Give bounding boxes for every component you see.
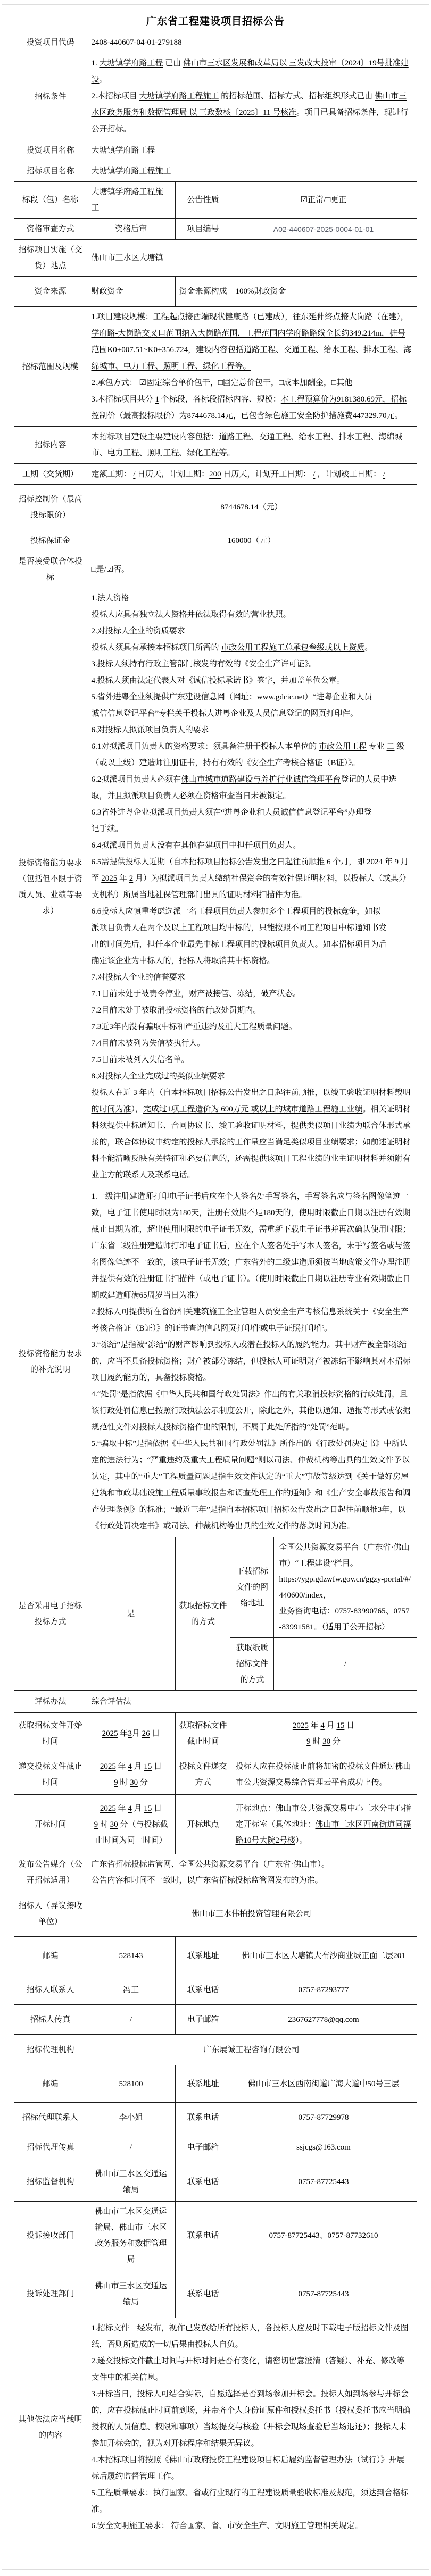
supervisor-phone-label: 联系电话	[176, 2162, 230, 2202]
announcement-page	[2, 4, 429, 2570]
other-content-value: 1.招标文件一经发布，视作已发放给所有投标人，各投标人应及时下载电子版招标文件及图纸，否则所造成的一切后果由投标人自负。 2.递交投标文件截止时间与开标时间是否有变化，请密切留意澄清（答疑）、补充、修改等文件中的相关信息。 3.开标当日，投标人可结合实际，自愿选择是否到场参加开标会。投标人如到场参与开标会的，应在投标截止时间前到场，并带齐个人身份证原件和授权委托书（授权委托书应当明确授权的人员信息、权限和事项）当场提交与核验（开标会现场查验后当场退还）；投标人未参加开标会的，视为对开标程序和结果无异议。 4.本招标项目将按照《佛山市政府投资工程建设项目标后履约监督管理办法（试行）》开展标后履约监督管理工作。 5.工程质量要求：执行国家、省或行业现行的工程建设质量验收标准及规范，须达到合格标准。 6.安全文明施工要求： 符合国家、省、市安全生产、文明施工管理相关规定。	[86, 2318, 417, 2537]
funding-source-value: 财政资金	[86, 277, 176, 307]
control-price-value: 8744678.14（元）	[86, 485, 417, 530]
tender-conditions-label: 招标条件	[14, 53, 86, 140]
agency-email-value: ssjcgs@163.com	[230, 2132, 417, 2162]
tenderer-address-value: 佛山市三水区大塘镇大布沙商业城正面二层201	[230, 1937, 417, 1975]
opening-place-value: 开标地点：佛山市公共资源交易中心三水分中心指定开标室（具体地址：佛山市三水区西南街道同福路10号大院2号楼）。	[230, 1795, 417, 1854]
table-row	[14, 551, 417, 588]
investment-name-value: 大塘镇学府路工程	[86, 140, 417, 161]
table-row	[14, 161, 417, 182]
table-row	[14, 2162, 417, 2202]
media-label: 发布公告媒介（公开招标适用）	[14, 1854, 86, 1891]
scope-value: 1.项目建设规模：工程起点接西端现状健康路（已建成），往东延伸终点接大岗路（在建），学府路-大岗路交叉口范围纳入大岗路范围，工程范围内学府路路线全长约349.214m，桩号范围K0+007.51~K0+356.724，建设内容包括道路工程、交通工程、给水工程、排水工程、海绵城市、电力工程、照明工程、绿化工程等。 2.承包方式： ☑固定综合单价包干，□固定总价包干，□成本加酬金，□其他 3.本招标项目共分 1 个标段，各标段招标内容、规模：本工程预算价为9181380.69元，招标控制价（最高投标限价）为8744678.14元，已包含绿色施工安全防护措施费447329.70元。	[86, 307, 417, 427]
consortium-label: 是否接受联合体投标	[14, 551, 86, 588]
duration-label: 工期（交货期）	[14, 464, 86, 485]
complaint-receive-label: 投诉接收部门	[14, 2202, 86, 2270]
table-row	[14, 219, 417, 240]
agency-address-value: 佛山市三水区西南街道广海大道中50号三层	[230, 2065, 417, 2103]
download-address-value: 全国公共资源交易平台（广东省·佛山市）“工程建设”栏目。 https://ygp.gdzwfw.gov.cn/ggzy-portal/#/440600/index， 业务咨询电话：0757-83990765、0757-83991581。（适用于公开招标）	[274, 1537, 417, 1638]
table-row	[14, 2103, 417, 2132]
agency-phone-value: 0757-87729978	[230, 2103, 417, 2132]
funding-source-label: 资金来源	[14, 277, 86, 307]
table-row	[14, 485, 417, 530]
tender-content-label: 招标内容	[14, 427, 86, 464]
investment-code-value: 2408-440607-04-01-279188	[86, 32, 417, 53]
agency-email-label: 电子邮箱	[176, 2132, 230, 2162]
table-row	[14, 1795, 417, 1854]
tenderer-email-label: 电子邮箱	[176, 2005, 230, 2035]
agency-fax-label: 招标代理传真	[14, 2132, 86, 2162]
announcement-table	[14, 32, 417, 2537]
tenderer-value: 佛山市三水伟柏投资管理有限公司	[86, 1891, 417, 1937]
consortium-value: □是/☑否。	[86, 551, 417, 588]
scope-label: 招标范围及规模	[14, 307, 86, 427]
tenderer-postcode-value: 528143	[86, 1937, 176, 1975]
table-row	[14, 2035, 417, 2065]
agency-phone-label: 联系电话	[176, 2103, 230, 2132]
table-row	[14, 1891, 417, 1937]
complaint-receive-phone-value: 0757-87725443、0757-87732610	[230, 2202, 417, 2270]
qualification-requirements-label: 投标资格能力要求（包括但不限于资质人员、业绩等要求）	[14, 588, 86, 1186]
complaint-handle-phone-label: 联系电话	[176, 2270, 230, 2318]
table-row	[14, 2005, 417, 2035]
table-row	[14, 307, 417, 427]
qualification-requirements-value: 1.法人资格 投标人应具有独立法人资格并依法取得有效的营业执照。 2.对投标人企业的资质要求 投标人须具有承接本招标项目所需的 市政公用工程施工总承包叁级或以上资质。 3.投标人须持有行政主管部门核发的有效的《安全生产许可证》。 4.投标人须由法定代表人对《诚信投标承诺书》签字，并加盖单位公章。 5.省外进粤企业须提供广东建设信息网（网址：www.gdcic.net）“进粤企业和人员 诚信信息登记平台”专栏关于投标人进粤企业及人员信息登记的网页打印件。 6.对投标人拟派项目负责人的要求 6.1对拟派项目负责人的资格要求：须具备注册于投标人本单位的 市政公用工程 专业 二 级（或以上级）建造师注册证书，持有有效的《安全生产考核合格证（B证）》。 6.2拟派项目负责人必须在佛山市城市道路建设与养护行业诚信管理平台登记的人员中选取，并且拟派项目负责人必须在资格审查当日未被锁定。 6.3省外进粤企业拟派项目负责人须在“进粤企业和人员诚信信息登记平台”办理登 记手续。 6.4拟派项目负责人没有在其他在建项目中担任项目负责人。 6.5需提供投标人近期（自本招标项目招标公告发出之日起往前顺推 6 个月，即 2024 年 9 月至 2025 年 2 月）为拟派项目负责人缴纳社保资金的有效社保证明材料，以投标人（或其分支机构）所属当地社保管理部门出具的证明材料扫描件为准。 6.6投标人应慎重考虑选派一名工程项目负责人参加多个工程项目的投标竞争，如拟 派项目负责人在两个及以上工程项目均中标的，只能按照不同工程项目中标通知书发 出的时间先后，担任本企业最先中标工程项目的投标项目负责人。如本招标项目为后 确定该企业为中标人的，招标人将取消其中标资格。 7.对投标人企业的信誉要求 7.1目前未处于被责令停业，财产被接管、冻结，破产状态。 7.2目前未处于被取消投标资格的行政处罚期内。 7.3近3年内没有骗取中标和严重违约及重大工程质量问题。 7.4目前未被列为失信被执行人。 7.5目前未被列入失信名单。 8.对投标人企业完成过的类似业绩要求 投标人在近 3 年内（自本招标项目招标公告发出之日起往前顺推，以竣工验收证明材料载明的时间为准），完成过1项工程造价为 690万元 或以上的城市道路工程施工业绩。相关证明材料须提供中标通知书、合同协议书、竣工验收证明材料，提供类似项目业绩为联合体形式承接的，联合体协议中约定的投标人承接的工作量应当满足类似项目业绩要求；如前述证明材料不能清晰反映有关特征和必要信息的，还需提供该项目工程业绩的业主证明材料并须附有业主方的联系人及联系电话。	[86, 588, 417, 1186]
bid-deposit-value: 160000（元）	[86, 530, 417, 551]
bid-deposit-label: 投标保证金	[14, 530, 86, 551]
tenderer-contact-label: 招标人联系人	[14, 1975, 86, 2005]
submission-method-label: 投标文件递交方式	[176, 1754, 230, 1795]
table-row	[14, 427, 417, 464]
agency-label: 招标代理机构	[14, 2035, 86, 2065]
paper-doc-value: /	[274, 1638, 417, 1691]
opening-time-value: 2025 年 4 月 15 日 9 时 30 分（与投标截止时间为同一时间）	[86, 1795, 176, 1854]
control-price-label: 招标控制价（最高投标限价）	[14, 485, 86, 530]
table-row	[14, 2318, 417, 2537]
table-row	[14, 530, 417, 551]
other-content-label: 其他依法应当载明的内容	[14, 2318, 86, 2537]
agency-postcode-value: 528100	[86, 2065, 176, 2103]
doc-obtain-end-label: 获取招标文件截止时间	[176, 1713, 230, 1754]
doc-obtain-end-value: 2025 年 4 月 15 日 9 时 30 分	[230, 1713, 417, 1754]
tenderer-phone-value: 0757-87293777	[230, 1975, 417, 2005]
table-row	[14, 1937, 417, 1975]
table-row	[14, 1186, 417, 1537]
supervisor-phone-value: 0757-87725443	[230, 2162, 417, 2202]
submission-deadline-label: 递交投标文件截止时间	[14, 1754, 86, 1795]
media-value: 广东省招标投标监管网、全国公共资源交易平台（广东省·佛山市）。 公告内容和时间不一致时，以广东省招标投标监管网发布的为准。	[86, 1854, 417, 1891]
location-label: 招标项目实施（交货）地点	[14, 240, 86, 277]
table-row	[14, 2270, 417, 2318]
complaint-handle-value: 佛山市三水区交通运输局	[86, 2270, 176, 2318]
qualification-supplement-label: 投标资格能力要求的补充说明	[14, 1186, 86, 1537]
agency-address-label: 联系地址	[176, 2065, 230, 2103]
table-row	[14, 1537, 417, 1638]
agency-postcode-label: 邮编	[14, 2065, 86, 2103]
tenderer-fax-label: 招标人传真	[14, 2005, 86, 2035]
tenderer-contact-value: 冯工	[86, 1975, 176, 2005]
table-row	[14, 140, 417, 161]
submission-method-value: 投标人应在投标截止前将加密的投标文件通过佛山市公共资源交易综合管理云平台成功上传。	[230, 1754, 417, 1795]
tender-name-label: 招标项目名称	[14, 161, 86, 182]
paper-doc-label: 获取纸质招标文件的方式	[230, 1638, 274, 1691]
review-method-value: 资格后审	[86, 219, 176, 240]
location-value: 佛山市三水区大塘镇	[86, 240, 417, 277]
opening-place-label: 开标地点	[176, 1795, 230, 1854]
e-tender-label: 是否采用电子招标投标方式	[14, 1537, 86, 1691]
table-row	[14, 32, 417, 53]
supervisor-value: 佛山市三水区交通运输局	[86, 2162, 176, 2202]
complaint-receive-value: 佛山市三水区交通运输局、佛山市三水区政务服务和数据管理局	[86, 2202, 176, 2270]
complaint-handle-label: 投诉处理部门	[14, 2270, 86, 2318]
funding-composition-value: 100%财政资金	[230, 277, 417, 307]
complaint-receive-phone-label: 联系电话	[176, 2202, 230, 2270]
tenderer-postcode-label: 邮编	[14, 1937, 86, 1975]
qualification-supplement-value: 1.一级注册建造师打印电子证书后应在个人签名处手写签名，手写签名应与签名图像笔迹一致，电子证书使用时限为180天，注册有效期不足180天的，使用时限截止日期以注册有效期截止日期为准，超出使用时限的电子证书无效，需重新下载电子证书并再次确认使用时限；广东省二级注册建造师打印电子证书后，应在个人签名处手写本人签名，未手写签名或与签名图像笔迹不一致的，该电子证书无效；广东省外的二级建造师须按当地政策文件办理注册并提供有效的注册证书扫描件（或电子证书）。（使用时限截止日期以注册专业有效期截止日期或建造师满65周岁当日为准） 2.投标人可提供所在省份相关建筑施工企业管理人员安全生产考核信息系统关于《安全生产考核合格证（B证）》的证书查询信息网页打印件或电子证照打印件。 3.“冻结”是指被“冻结”的财产影响到投标人或潜在投标人的履约能力。其中财产被全部冻结的，应当不具备投标资格；财产被部分冻结，但投标人可证明财产被冻结不影响其对本招标项目履约能力的，具备投标资格。 4.“处罚”是指依据《中华人民共和国行政处罚法》作出的有关取消投标资格的行政处罚，且该行政处罚信息已按照行政执法公示制度公开，除此之外，其他以通知、通报等形式或依据规范性文件对投标人投标资格作出的限制，不属于此处所指的“处罚”范畴。 5.“骗取中标”是指依据《中华人民共和国行政处罚法》所作出的《行政处罚决定书》中所认定的违法行为；“严重违约及重大工程质量问题”则以司法、仲裁机构等出具的生效文件予以认定，其中的“重大”工程质量问题是指生效文件认定的“重大”事故等级达到《关于做好房屋建筑和市政基础设施工程质量事故报告和调查处理工作的通知》和《生产安全事故报告和调查处理条例》的标准；“最近三年”是指自本招标项目招标公告发出之日起往前顺推3年，以《行政处罚决定书》或司法、仲裁机构等出具的生效文件的落款时间为准。	[86, 1186, 417, 1537]
table-row	[14, 1713, 417, 1754]
tender-conditions-value: 1. 大塘镇学府路工程 已由 佛山市三水区发展和改革局以 三发改大投审〔2024〕19号批准建设。 2.本招标项目 大塘镇学府路工程施工 的招标范围、招标方式、招标组织形式已由 佛山市三水区政务服务和数据管理局 以 三政数核〔2025〕11 号核准。项目已具备招标条件，现进行公开招标。	[86, 53, 417, 140]
notice-nature-label: 公告性质	[176, 182, 230, 219]
review-method-label: 资格审查方式	[14, 219, 86, 240]
table-row	[14, 1754, 417, 1795]
evaluation-method-value: 综合评估法	[86, 1691, 417, 1713]
investment-code-label: 投资项目代码	[14, 32, 86, 53]
tenderer-phone-label: 联系电话	[176, 1975, 230, 2005]
opening-time-label: 开标时间	[14, 1795, 86, 1854]
section-name-value: 大塘镇学府路工程施工	[86, 182, 176, 219]
table-row	[14, 277, 417, 307]
table-row	[14, 1691, 417, 1713]
table-row	[14, 464, 417, 485]
agency-contact-label: 招标代理联系人	[14, 2103, 86, 2132]
table-row	[14, 182, 417, 219]
complaint-handle-phone-value: 0757-87725443	[230, 2270, 417, 2318]
supervisor-label: 招标监督机构	[14, 2162, 86, 2202]
table-row	[14, 53, 417, 140]
tenderer-email-value: 2367627778@qq.com	[230, 2005, 417, 2035]
duration-value: 定额工期： / 日历天，计划工期：200 日历天，计划开工日期： / ，计划竣工日期： /	[86, 464, 417, 485]
tender-content-value: 本招标项目建设主要建设内容包括：道路工程、交通工程、给水工程、排水工程、海绵城市、电力工程、照明工程、绿化工程等。	[86, 427, 417, 464]
project-number-value: A02-440607-2025-0004-01-01	[230, 219, 417, 240]
section-name-label: 标段（包）名称	[14, 182, 86, 219]
table-row	[14, 1854, 417, 1891]
table-row	[14, 2202, 417, 2270]
table-row	[14, 588, 417, 1186]
table-row	[14, 240, 417, 277]
investment-name-label: 投资项目名称	[14, 140, 86, 161]
notice-nature-value: ☑正常/□更正	[230, 182, 417, 219]
tenderer-label: 招标人（异议接收单位）	[14, 1891, 86, 1937]
doc-obtain-method-label: 获取招标文件的方式	[176, 1537, 230, 1691]
download-address-label: 下载招标文件的网络地址	[230, 1537, 274, 1638]
agency-fax-value: /	[86, 2132, 176, 2162]
tenderer-address-label: 联系地址	[176, 1937, 230, 1975]
evaluation-method-label: 评标办法	[14, 1691, 86, 1713]
table-row	[14, 1975, 417, 2005]
doc-obtain-start-label: 获取招标文件开始时间	[14, 1713, 86, 1754]
agency-value: 广东展诚工程咨询有限公司	[86, 2035, 417, 2065]
funding-composition-label: 资金来源构成	[176, 277, 230, 307]
table-row	[14, 2132, 417, 2162]
page-title: 广东省工程建设项目招标公告	[146, 16, 285, 27]
project-number-label: 项目编号	[176, 219, 230, 240]
agency-contact-value: 李小姐	[86, 2103, 176, 2132]
tenderer-fax-value: /	[86, 2005, 176, 2035]
doc-obtain-start-value: 2025 年3月 26 日	[86, 1713, 176, 1754]
table-row	[14, 2065, 417, 2103]
submission-deadline-value: 2025 年 4 月 15 日 9 时 30 分	[86, 1754, 176, 1795]
e-tender-value: 是	[86, 1537, 176, 1691]
tender-name-value: 大塘镇学府路工程施工	[86, 161, 417, 182]
